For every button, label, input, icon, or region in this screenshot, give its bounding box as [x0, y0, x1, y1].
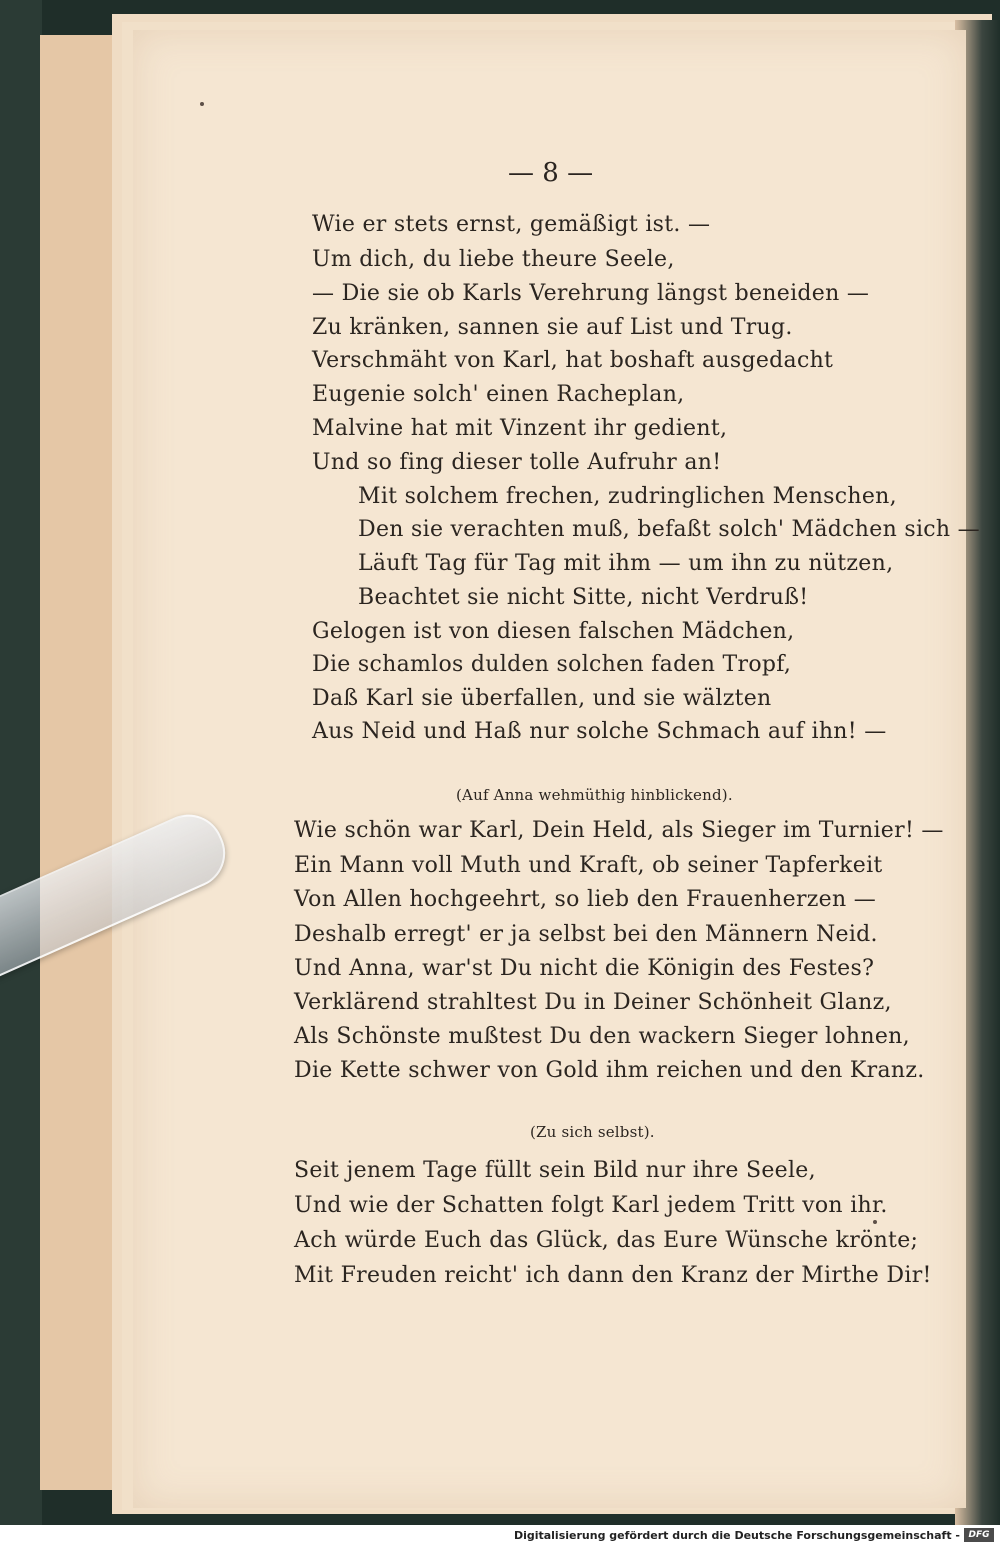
- verse-line: Ein Mann voll Muth und Kraft, ob seiner Tapferkeit: [294, 853, 883, 878]
- ink-speck: [200, 102, 204, 106]
- verse-line: Von Allen hochgeehrt, so lieb den Frauenherzen —: [294, 887, 877, 912]
- verse-line: Und so fing dieser tolle Aufruhr an!: [312, 450, 722, 475]
- verse-line: Mit solchem frechen, zudringlichen Menschen,: [358, 484, 897, 509]
- verse-line: Verschmäht von Karl, hat boshaft ausgedacht: [312, 348, 834, 373]
- verse-line: Gelogen ist von diesen falschen Mädchen,: [312, 619, 795, 644]
- verse-line: Und Anna, war'st Du nicht die Königin des Festes?: [294, 956, 875, 981]
- verse-line: Die schamlos dulden solchen faden Tropf,: [312, 652, 792, 677]
- stage-direction: (Zu sich selbst).: [530, 1123, 655, 1141]
- verse-line: Seit jenem Tage füllt sein Bild nur ihre Seele,: [294, 1158, 816, 1183]
- verse-line: Deshalb erregt' er ja selbst bei den Männern Neid.: [294, 922, 878, 947]
- book-board-left: [0, 0, 42, 1525]
- verse-line: Daß Karl sie überfallen, und sie wälzten: [312, 686, 772, 711]
- verse-line: Zu kränken, sannen sie auf List und Trug.: [312, 315, 793, 340]
- verse-line: Aus Neid und Haß nur solche Schmach auf ihn! —: [312, 719, 887, 744]
- verse-line: Und wie der Schatten folgt Karl jedem Tritt von ihr.: [294, 1193, 888, 1218]
- verse-line: Den sie verachten muß, befaßt solch' Mädchen sich —: [358, 517, 980, 542]
- verse-line: Ach würde Euch das Glück, das Eure Wünsche krönte;: [294, 1228, 919, 1253]
- verse-line: Als Schönste mußtest Du den wackern Sieger lohnen,: [294, 1024, 910, 1049]
- verse-line: Läuft Tag für Tag mit ihm — um ihn zu nützen,: [358, 551, 894, 576]
- verse-line: Verklärend strahltest Du in Deiner Schönheit Glanz,: [294, 990, 892, 1015]
- verse-line: Die Kette schwer von Gold ihm reichen und den Kranz.: [294, 1058, 925, 1083]
- verse-line: Mit Freuden reicht' ich dann den Kranz der Mirthe Dir!: [294, 1263, 932, 1288]
- verse-line: Beachtet sie nicht Sitte, nicht Verdruß!: [358, 585, 809, 610]
- verse-line: — Die sie ob Karls Verehrung längst beneiden —: [312, 281, 870, 306]
- footer-credit: Digitalisierung gefördert durch die Deutsche Forschungsgemeinschaft -: [513, 1529, 960, 1542]
- verse-line: Um dich, du liebe theure Seele,: [312, 247, 675, 272]
- page-number: — 8 —: [508, 158, 594, 188]
- verse-line: Eugenie solch' einen Racheplan,: [312, 382, 685, 407]
- dfg-logo: DFG: [964, 1528, 994, 1542]
- verse-line: Malvine hat mit Vinzent ihr gedient,: [312, 416, 728, 441]
- verse-line: Wie schön war Karl, Dein Held, als Sieger im Turnier! —: [294, 818, 944, 843]
- stage-direction: (Auf Anna wehmüthig hinblickend).: [456, 786, 733, 804]
- ink-speck: [873, 1220, 877, 1224]
- verse-line: Wie er stets ernst, gemäßigt ist. —: [312, 212, 711, 237]
